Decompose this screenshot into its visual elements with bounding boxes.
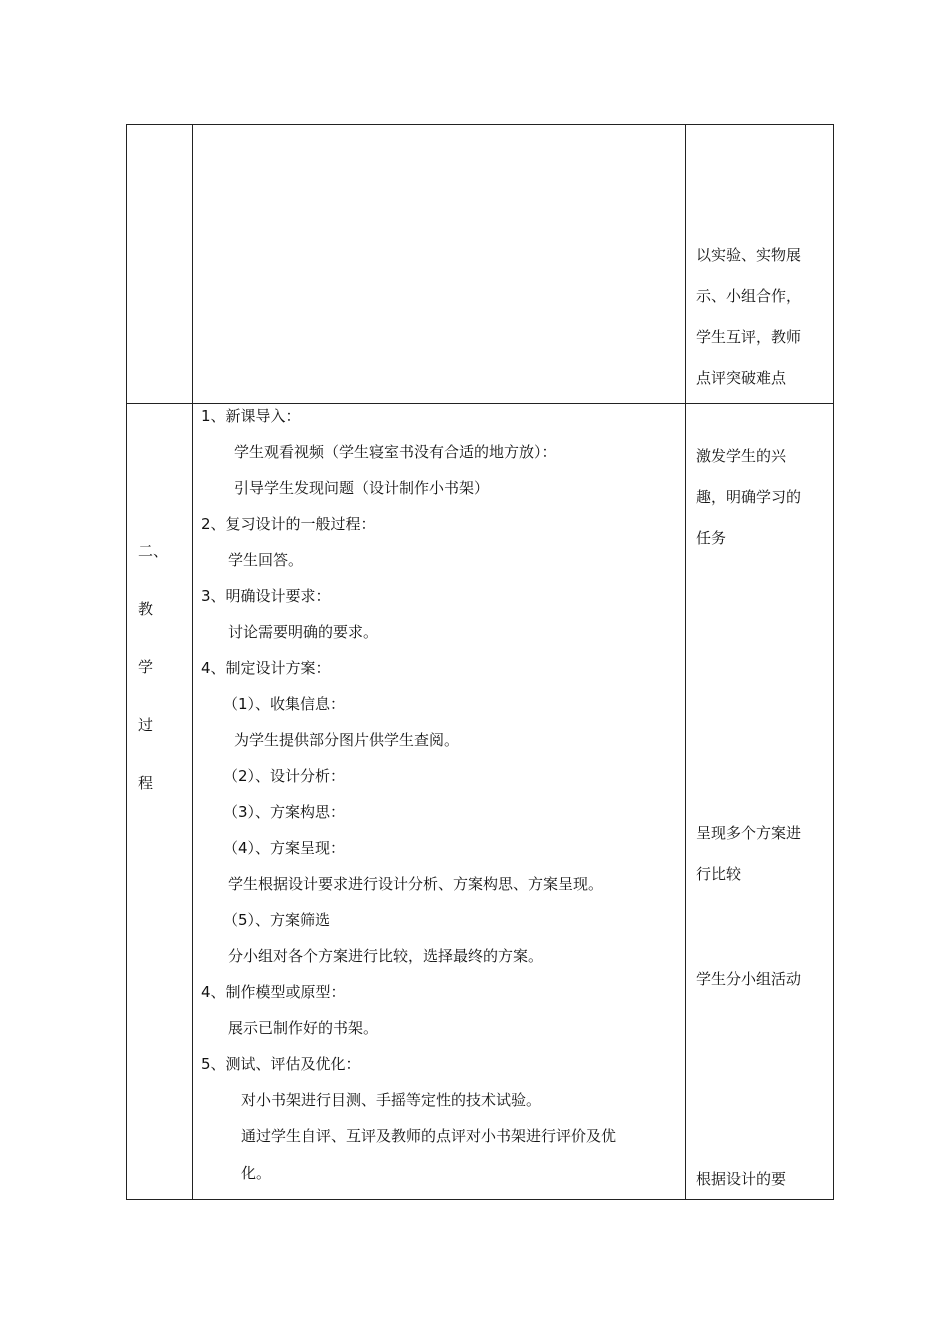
note-line: 学生分小组活动 <box>696 970 802 988</box>
note-line: 行比较 <box>696 865 742 883</box>
content-line: 化。 <box>241 1164 272 1182</box>
section-label-char: 教 <box>138 600 154 618</box>
note-line: 学生互评，教师 <box>696 328 802 346</box>
content-line: 5、测试、评估及优化： <box>201 1055 361 1073</box>
column-divider-1 <box>192 124 193 1200</box>
note-line: 点评突破难点 <box>696 369 787 387</box>
table-border-right <box>833 124 834 1200</box>
content-line: 4、制定设计方案： <box>201 659 331 677</box>
content-line: 1、新课导入： <box>201 407 301 425</box>
content-line: 4、制作模型或原型： <box>201 983 346 1001</box>
content-line: （1）、收集信息： <box>223 695 346 713</box>
note-line: 激发学生的兴 <box>696 447 787 465</box>
note-line: 示、小组合作， <box>696 287 802 305</box>
table-border-bottom <box>126 1199 834 1200</box>
table-border-top <box>126 124 834 125</box>
content-line: 3、明确设计要求： <box>201 587 331 605</box>
table-border-left <box>126 124 127 1200</box>
section-label-char: 学 <box>138 658 154 676</box>
content-line: 对小书架进行目测、手摇等定性的技术试验。 <box>241 1091 542 1109</box>
section-label-char: 二、 <box>138 542 169 560</box>
row-divider <box>126 403 834 404</box>
content-line: 引导学生发现问题（设计制作小书架） <box>234 479 490 497</box>
content-line: （2）、设计分析： <box>223 767 346 785</box>
content-line: 通过学生自评、互评及教师的点评对小书架进行评价及优 <box>241 1127 617 1145</box>
note-line: 呈现多个方案进 <box>696 824 802 842</box>
content-line: 学生观看视频（学生寝室书没有合适的地方放）： <box>234 443 557 461</box>
section-label-char: 过 <box>138 716 154 734</box>
content-line: （5）、方案筛选 <box>223 911 331 929</box>
content-line: 讨论需要明确的要求。 <box>228 623 379 641</box>
note-line: 根据设计的要 <box>696 1170 787 1188</box>
content-line: 为学生提供部分图片供学生查阅。 <box>234 731 460 749</box>
content-line: （4）、方案呈现： <box>223 839 346 857</box>
section-label-char: 程 <box>138 774 154 792</box>
lesson-table <box>126 124 834 1200</box>
note-line: 任务 <box>696 529 727 547</box>
content-line: 展示已制作好的书架。 <box>228 1019 379 1037</box>
content-line: 2、复习设计的一般过程： <box>201 515 376 533</box>
content-line: （3）、方案构思： <box>223 803 346 821</box>
column-divider-2 <box>685 124 686 1200</box>
note-line: 以实验、实物展 <box>696 246 802 264</box>
content-line: 分小组对各个方案进行比较，选择最终的方案。 <box>228 947 544 965</box>
content-line: 学生根据设计要求进行设计分析、方案构思、方案呈现。 <box>228 875 604 893</box>
content-line: 学生回答。 <box>228 551 304 569</box>
note-line: 趣，明确学习的 <box>696 488 802 506</box>
